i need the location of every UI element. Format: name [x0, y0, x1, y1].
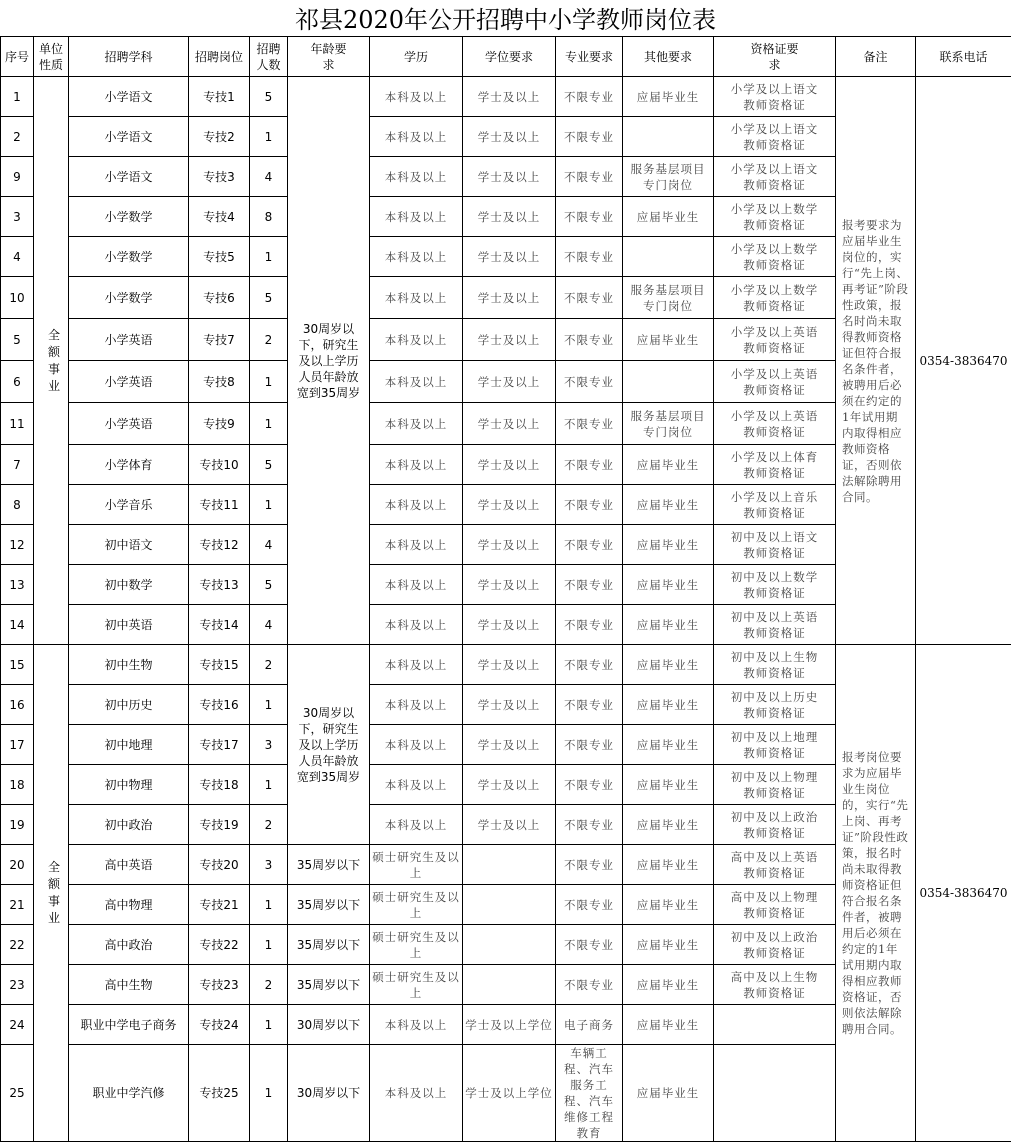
- certificate: 小学及以上数学教师资格证: [714, 237, 836, 277]
- major: 不限专业: [556, 845, 623, 885]
- certificate: 初中及以上政治教师资格证: [714, 805, 836, 845]
- certificate: 小学及以上音乐教师资格证: [714, 485, 836, 525]
- other-requirement: [623, 237, 714, 277]
- other-requirement: 应届毕业生: [623, 685, 714, 725]
- degree: 学士及以上: [463, 157, 556, 197]
- subject: 小学数学: [69, 197, 189, 237]
- education: 本科及以上: [370, 197, 463, 237]
- degree: 学士及以上: [463, 319, 556, 361]
- certificate: [714, 1045, 836, 1142]
- hire-count: 5: [250, 77, 288, 117]
- degree: 学士及以上: [463, 645, 556, 685]
- post-code: 专技22: [189, 925, 250, 965]
- major: 不限专业: [556, 277, 623, 319]
- post-code: 专技16: [189, 685, 250, 725]
- degree: 学士及以上: [463, 485, 556, 525]
- major: 不限专业: [556, 157, 623, 197]
- education: 本科及以上: [370, 725, 463, 765]
- subject: 小学语文: [69, 77, 189, 117]
- row-index: 17: [1, 725, 34, 765]
- hire-count: 1: [250, 925, 288, 965]
- other-requirement: 应届毕业生: [623, 197, 714, 237]
- hire-count: 4: [250, 605, 288, 645]
- degree: 学士及以上: [463, 197, 556, 237]
- post-code: 专技15: [189, 645, 250, 685]
- certificate: 初中及以上物理教师资格证: [714, 765, 836, 805]
- subject: 小学英语: [69, 319, 189, 361]
- degree: 学士及以上: [463, 805, 556, 845]
- subject: 高中生物: [69, 965, 189, 1005]
- certificate: 初中及以上地理教师资格证: [714, 725, 836, 765]
- row-index: 1: [1, 77, 34, 117]
- education: 本科及以上: [370, 485, 463, 525]
- hire-count: 1: [250, 237, 288, 277]
- unit-type: 全额事业: [34, 77, 69, 645]
- subject: 初中物理: [69, 765, 189, 805]
- hire-count: 1: [250, 885, 288, 925]
- other-requirement: 应届毕业生: [623, 845, 714, 885]
- hire-count: 1: [250, 765, 288, 805]
- hire-count: 4: [250, 157, 288, 197]
- subject: 初中历史: [69, 685, 189, 725]
- row-index: 20: [1, 845, 34, 885]
- header-row: [1, 37, 1011, 77]
- positions-table: [0, 36, 1011, 1142]
- degree: 学士及以上: [463, 77, 556, 117]
- subject: 初中地理: [69, 725, 189, 765]
- header-remark: 备注: [836, 37, 916, 77]
- row-index: 12: [1, 525, 34, 565]
- degree: [463, 845, 556, 885]
- post-code: 专技19: [189, 805, 250, 845]
- header-degree: 学位要求: [463, 37, 556, 77]
- post-code: 专技24: [189, 1005, 250, 1045]
- degree: 学士及以上: [463, 525, 556, 565]
- header-unit: 单位性质: [34, 37, 69, 77]
- major: 不限专业: [556, 805, 623, 845]
- other-requirement: 应届毕业生: [623, 725, 714, 765]
- subject: 小学数学: [69, 277, 189, 319]
- education: 本科及以上: [370, 157, 463, 197]
- contact-phone: 0354-3836470: [916, 645, 1011, 1142]
- post-code: 专技25: [189, 1045, 250, 1142]
- major: 不限专业: [556, 725, 623, 765]
- header-cert: 资格证要求: [714, 37, 836, 77]
- major: 不限专业: [556, 765, 623, 805]
- degree: 学士及以上: [463, 117, 556, 157]
- hire-count: 1: [250, 685, 288, 725]
- other-requirement: 服务基层项目专门岗位: [623, 277, 714, 319]
- post-code: 专技2: [189, 117, 250, 157]
- major: 不限专业: [556, 361, 623, 403]
- degree: 学士及以上学位: [463, 1005, 556, 1045]
- education: 本科及以上: [370, 565, 463, 605]
- major: 不限专业: [556, 885, 623, 925]
- education: 本科及以上: [370, 403, 463, 445]
- education: 硕士研究生及以上: [370, 845, 463, 885]
- table-row: [1, 77, 1011, 117]
- row-index: 5: [1, 319, 34, 361]
- hire-count: 1: [250, 1005, 288, 1045]
- certificate: 初中及以上英语教师资格证: [714, 605, 836, 645]
- education: 本科及以上: [370, 645, 463, 685]
- hire-count: 3: [250, 845, 288, 885]
- age-requirement: 35周岁以下: [288, 885, 370, 925]
- certificate: 初中及以上历史教师资格证: [714, 685, 836, 725]
- subject: 小学数学: [69, 237, 189, 277]
- certificate: 小学及以上英语教师资格证: [714, 361, 836, 403]
- post-code: 专技5: [189, 237, 250, 277]
- degree: 学士及以上学位: [463, 1045, 556, 1142]
- major: 不限专业: [556, 77, 623, 117]
- education: 本科及以上: [370, 117, 463, 157]
- row-index: 7: [1, 445, 34, 485]
- post-code: 专技14: [189, 605, 250, 645]
- education: 本科及以上: [370, 277, 463, 319]
- degree: 学士及以上: [463, 445, 556, 485]
- subject: 小学音乐: [69, 485, 189, 525]
- row-index: 9: [1, 157, 34, 197]
- major: 车辆工程、汽车服务工程、汽车维修工程教育: [556, 1045, 623, 1142]
- post-code: 专技3: [189, 157, 250, 197]
- hire-count: 3: [250, 725, 288, 765]
- row-index: 2: [1, 117, 34, 157]
- degree: 学士及以上: [463, 565, 556, 605]
- row-index: 15: [1, 645, 34, 685]
- education: 本科及以上: [370, 1045, 463, 1142]
- subject: 职业中学电子商务: [69, 1005, 189, 1045]
- other-requirement: 应届毕业生: [623, 565, 714, 605]
- subject: 职业中学汽修: [69, 1045, 189, 1142]
- post-code: 专技17: [189, 725, 250, 765]
- row-index: 23: [1, 965, 34, 1005]
- major: 不限专业: [556, 645, 623, 685]
- other-requirement: 服务基层项目专门岗位: [623, 403, 714, 445]
- major: 电子商务: [556, 1005, 623, 1045]
- degree: 学士及以上: [463, 403, 556, 445]
- subject: 初中政治: [69, 805, 189, 845]
- other-requirement: 服务基层项目专门岗位: [623, 157, 714, 197]
- education: 本科及以上: [370, 805, 463, 845]
- hire-count: 2: [250, 805, 288, 845]
- major: 不限专业: [556, 525, 623, 565]
- education: 本科及以上: [370, 445, 463, 485]
- other-requirement: 应届毕业生: [623, 445, 714, 485]
- row-index: 22: [1, 925, 34, 965]
- degree: 学士及以上: [463, 277, 556, 319]
- major: 不限专业: [556, 445, 623, 485]
- education: 本科及以上: [370, 237, 463, 277]
- hire-count: 8: [250, 197, 288, 237]
- hire-count: 5: [250, 565, 288, 605]
- degree: [463, 925, 556, 965]
- degree: 学士及以上: [463, 725, 556, 765]
- other-requirement: 应届毕业生: [623, 77, 714, 117]
- other-requirement: [623, 361, 714, 403]
- degree: 学士及以上: [463, 765, 556, 805]
- hire-count: 5: [250, 277, 288, 319]
- other-requirement: 应届毕业生: [623, 765, 714, 805]
- certificate: 高中及以上英语教师资格证: [714, 845, 836, 885]
- degree: [463, 885, 556, 925]
- row-index: 21: [1, 885, 34, 925]
- row-index: 6: [1, 361, 34, 403]
- header-subject: 招聘学科: [69, 37, 189, 77]
- education: 硕士研究生及以上: [370, 965, 463, 1005]
- subject: 高中物理: [69, 885, 189, 925]
- row-index: 4: [1, 237, 34, 277]
- age-requirement: 30周岁以下: [288, 1005, 370, 1045]
- post-code: 专技18: [189, 765, 250, 805]
- subject: 初中语文: [69, 525, 189, 565]
- major: 不限专业: [556, 925, 623, 965]
- remark: 报考要求为应届毕业生岗位的，实行“先上岗、再考证”阶段性政策，报名时尚未取得教师资格证但符合报名条件者，被聘用后必须在约定的1年试用期内取得相应教师资格证，否则依法解除聘用合同。: [836, 77, 916, 645]
- header-phone: 联系电话: [916, 37, 1011, 77]
- header-post: 招聘岗位: [189, 37, 250, 77]
- certificate: 初中及以上语文教师资格证: [714, 525, 836, 565]
- unit-type: 全额事业: [34, 645, 69, 1142]
- row-index: 25: [1, 1045, 34, 1142]
- age-requirement: 30周岁以下: [288, 1045, 370, 1142]
- post-code: 专技10: [189, 445, 250, 485]
- other-requirement: 应届毕业生: [623, 525, 714, 565]
- post-code: 专技11: [189, 485, 250, 525]
- header-index: 序号: [1, 37, 34, 77]
- other-requirement: 应届毕业生: [623, 1005, 714, 1045]
- subject: 高中英语: [69, 845, 189, 885]
- major: 不限专业: [556, 565, 623, 605]
- subject: 小学体育: [69, 445, 189, 485]
- row-index: 16: [1, 685, 34, 725]
- education: 本科及以上: [370, 319, 463, 361]
- header-age: 年龄要求: [288, 37, 370, 77]
- major: 不限专业: [556, 965, 623, 1005]
- row-index: 14: [1, 605, 34, 645]
- row-index: 24: [1, 1005, 34, 1045]
- contact-phone: 0354-3836470: [916, 77, 1011, 645]
- table-row: [1, 645, 1011, 685]
- post-code: 专技13: [189, 565, 250, 605]
- remark: 报考岗位要求为应届毕业生岗位的，实行“先上岗、再考证”阶段性政策，报名时尚未取得教师资格证但符合报名条件者，被聘用后必须在约定的1年试用期内取得相应教师资格证，否则依法解除聘用合同。: [836, 645, 916, 1142]
- hire-count: 1: [250, 117, 288, 157]
- subject: 初中数学: [69, 565, 189, 605]
- certificate: 初中及以上生物教师资格证: [714, 645, 836, 685]
- header-count: 招聘人数: [250, 37, 288, 77]
- post-code: 专技20: [189, 845, 250, 885]
- age-requirement: 35周岁以下: [288, 925, 370, 965]
- education: 本科及以上: [370, 605, 463, 645]
- page-title: 祁县2020年公开招聘中小学教师岗位表: [294, 6, 717, 34]
- other-requirement: 应届毕业生: [623, 965, 714, 1005]
- subject: 小学语文: [69, 117, 189, 157]
- other-requirement: 应届毕业生: [623, 1045, 714, 1142]
- degree: 学士及以上: [463, 361, 556, 403]
- major: 不限专业: [556, 237, 623, 277]
- education: 硕士研究生及以上: [370, 925, 463, 965]
- education: 本科及以上: [370, 525, 463, 565]
- certificate: 小学及以上英语教师资格证: [714, 319, 836, 361]
- certificate: 小学及以上语文教师资格证: [714, 157, 836, 197]
- row-index: 3: [1, 197, 34, 237]
- subject: 小学英语: [69, 361, 189, 403]
- certificate: 小学及以上英语教师资格证: [714, 403, 836, 445]
- age-requirement: 30周岁以下，研究生及以上学历人员年龄放宽到35周岁: [288, 77, 370, 645]
- row-index: 10: [1, 277, 34, 319]
- post-code: 专技7: [189, 319, 250, 361]
- certificate: 小学及以上数学教师资格证: [714, 197, 836, 237]
- hire-count: 5: [250, 445, 288, 485]
- other-requirement: 应届毕业生: [623, 885, 714, 925]
- degree: 学士及以上: [463, 685, 556, 725]
- major: 不限专业: [556, 319, 623, 361]
- age-requirement: 30周岁以下，研究生及以上学历人员年龄放宽到35周岁: [288, 645, 370, 845]
- row-index: 13: [1, 565, 34, 605]
- certificate: 小学及以上语文教师资格证: [714, 117, 836, 157]
- major: 不限专业: [556, 485, 623, 525]
- hire-count: 2: [250, 319, 288, 361]
- age-requirement: 35周岁以下: [288, 965, 370, 1005]
- education: 本科及以上: [370, 77, 463, 117]
- hire-count: 4: [250, 525, 288, 565]
- subject: 初中生物: [69, 645, 189, 685]
- other-requirement: 应届毕业生: [623, 319, 714, 361]
- major: 不限专业: [556, 605, 623, 645]
- header-major: 专业要求: [556, 37, 623, 77]
- certificate: 初中及以上数学教师资格证: [714, 565, 836, 605]
- post-code: 专技23: [189, 965, 250, 1005]
- post-code: 专技9: [189, 403, 250, 445]
- education: 本科及以上: [370, 685, 463, 725]
- other-requirement: 应届毕业生: [623, 605, 714, 645]
- post-code: 专技6: [189, 277, 250, 319]
- other-requirement: 应届毕业生: [623, 645, 714, 685]
- education: 本科及以上: [370, 1005, 463, 1045]
- certificate: 小学及以上体育教师资格证: [714, 445, 836, 485]
- certificate: 初中及以上政治教师资格证: [714, 925, 836, 965]
- subject: 高中政治: [69, 925, 189, 965]
- post-code: 专技4: [189, 197, 250, 237]
- subject: 小学语文: [69, 157, 189, 197]
- other-requirement: 应届毕业生: [623, 805, 714, 845]
- education: 本科及以上: [370, 361, 463, 403]
- row-index: 19: [1, 805, 34, 845]
- post-code: 专技8: [189, 361, 250, 403]
- other-requirement: [623, 117, 714, 157]
- hire-count: 1: [250, 361, 288, 403]
- subject: 小学英语: [69, 403, 189, 445]
- major: 不限专业: [556, 403, 623, 445]
- certificate: 小学及以上语文教师资格证: [714, 77, 836, 117]
- hire-count: 2: [250, 965, 288, 1005]
- certificate: [714, 1005, 836, 1045]
- hire-count: 2: [250, 645, 288, 685]
- hire-count: 1: [250, 1045, 288, 1142]
- education: 硕士研究生及以上: [370, 885, 463, 925]
- certificate: 小学及以上数学教师资格证: [714, 277, 836, 319]
- degree: [463, 965, 556, 1005]
- header-education: 学历: [370, 37, 463, 77]
- row-index: 18: [1, 765, 34, 805]
- major: 不限专业: [556, 117, 623, 157]
- certificate: 高中及以上生物教师资格证: [714, 965, 836, 1005]
- post-code: 专技12: [189, 525, 250, 565]
- other-requirement: 应届毕业生: [623, 925, 714, 965]
- major: 不限专业: [556, 197, 623, 237]
- header-other: 其他要求: [623, 37, 714, 77]
- degree: 学士及以上: [463, 237, 556, 277]
- post-code: 专技21: [189, 885, 250, 925]
- degree: 学士及以上: [463, 605, 556, 645]
- education: 本科及以上: [370, 765, 463, 805]
- post-code: 专技1: [189, 77, 250, 117]
- hire-count: 1: [250, 485, 288, 525]
- certificate: 高中及以上物理教师资格证: [714, 885, 836, 925]
- subject: 初中英语: [69, 605, 189, 645]
- age-requirement: 35周岁以下: [288, 845, 370, 885]
- row-index: 11: [1, 403, 34, 445]
- hire-count: 1: [250, 403, 288, 445]
- other-requirement: 应届毕业生: [623, 485, 714, 525]
- row-index: 8: [1, 485, 34, 525]
- major: 不限专业: [556, 685, 623, 725]
